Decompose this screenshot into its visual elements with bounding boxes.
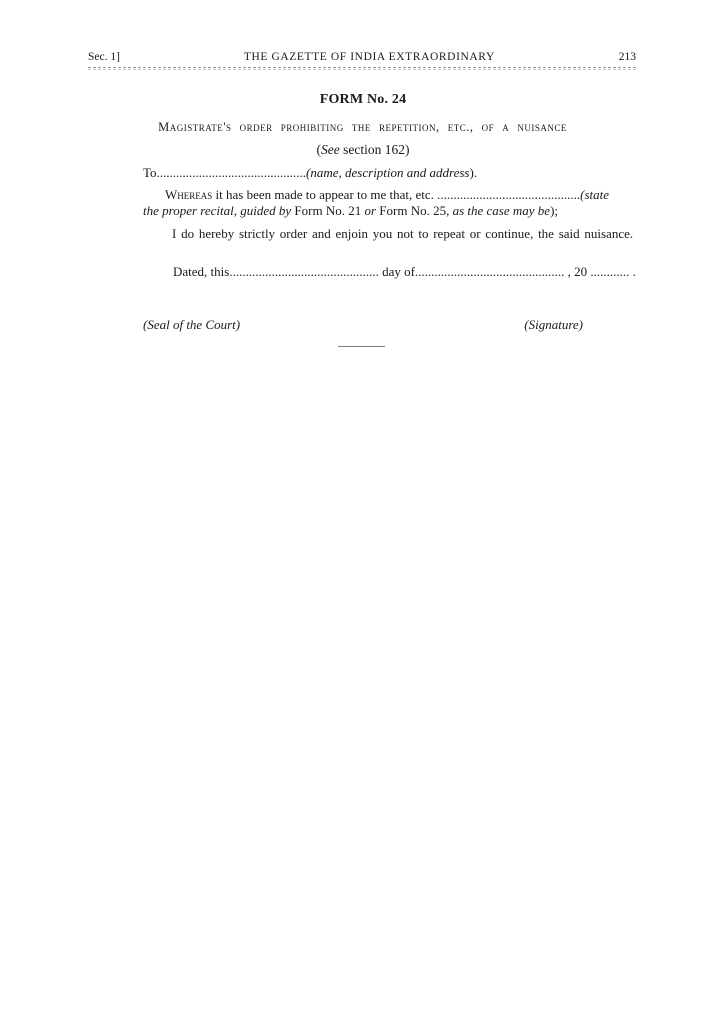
- end-of-form-rule: [338, 346, 385, 347]
- form-title: FORM No. 24: [319, 92, 407, 107]
- section-reference: (See section 162): [316, 142, 410, 157]
- header-page-number: 213: [618, 51, 636, 63]
- signature-label: (Signature): [524, 317, 583, 332]
- page-header: [88, 51, 636, 63]
- whereas-clause-line1: Whereas it has been made to appear to me that, etc. ............................................(state: [165, 187, 610, 202]
- whereas-clause-line2: the proper recital, guided by Form No. 21 or Form No. 25, as the case may be);: [143, 203, 559, 218]
- signature-row: [143, 317, 583, 333]
- header-section-ref: Sec. 1]: [88, 51, 120, 63]
- header-divider-rule: [88, 67, 636, 70]
- addressee-line: To..............................................(name, description and address).: [143, 165, 478, 180]
- header-publication-title: THE GAZETTE OF INDIA EXTRAORDINARY: [243, 51, 495, 63]
- form-subtitle: Magistrate's order prohibiting the repetition, etc., of a nuisance: [158, 120, 567, 134]
- seal-of-court-label: (Seal of the Court): [143, 317, 241, 332]
- order-statement: I do hereby strictly order and enjoin you not to repeat or continue, the said nuisance.: [172, 226, 634, 241]
- dated-line: Dated, this.............................................. day of.............................................. , 20 ............ .: [173, 264, 636, 279]
